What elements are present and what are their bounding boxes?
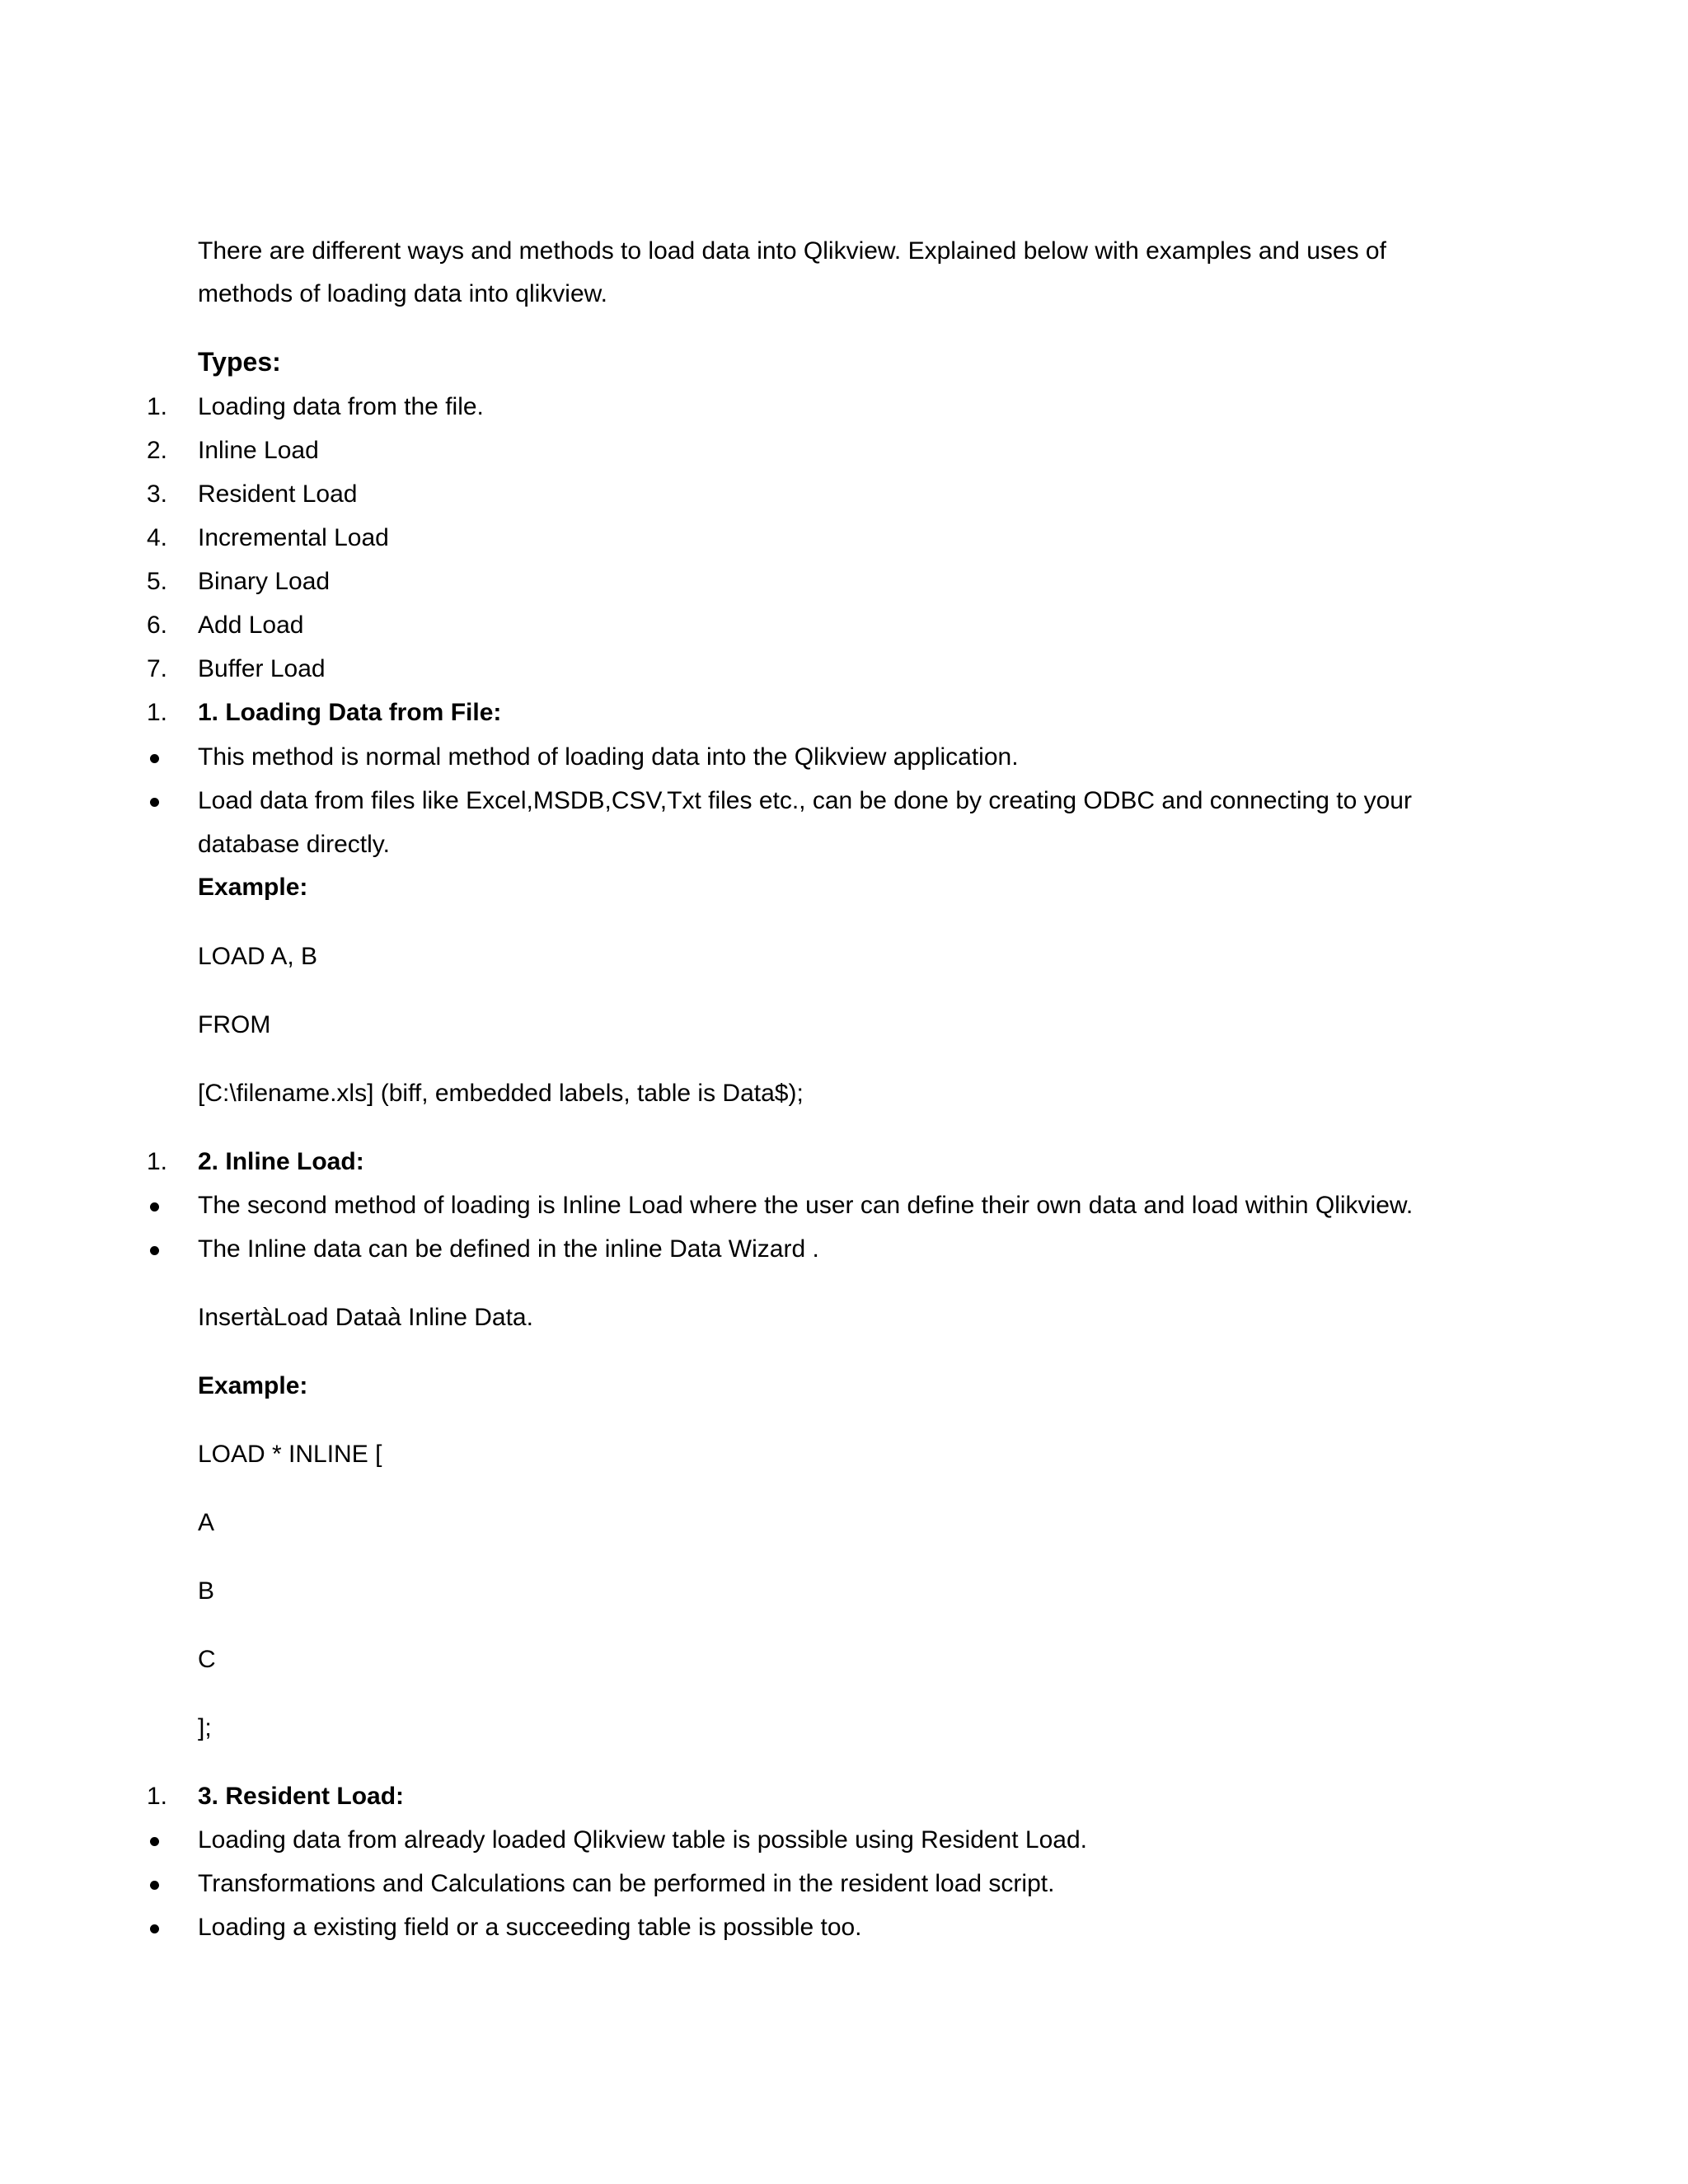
types-item-7: Buffer Load bbox=[198, 655, 326, 682]
types-item-6: Add Load bbox=[198, 612, 304, 639]
section1-code-line-2: FROM bbox=[198, 1011, 271, 1038]
types-item-2-number: 2. bbox=[147, 437, 168, 464]
types-item-3-number: 3. bbox=[147, 480, 168, 508]
section2-title: 2. Inline Load: bbox=[198, 1148, 364, 1175]
section1-bullet-2-continued: database directly. bbox=[198, 831, 390, 858]
bullet-icon bbox=[150, 1837, 159, 1846]
section1-code-line-1: LOAD A, B bbox=[198, 943, 318, 970]
bullet-icon bbox=[150, 798, 159, 807]
section2-code-line-5: ]; bbox=[198, 1714, 212, 1741]
section3-bullet-1: Loading data from already loaded Qlikview table is possible using Resident Load. bbox=[198, 1826, 1087, 1854]
types-item-3: Resident Load bbox=[198, 480, 358, 508]
section3-bullet-3: Loading a existing field or a succeeding table is possible too. bbox=[198, 1914, 862, 1941]
types-item-6-number: 6. bbox=[147, 612, 168, 639]
section2-code-line-3: B bbox=[198, 1577, 215, 1605]
bullet-icon bbox=[150, 1881, 159, 1890]
section1-title: 1. Loading Data from File: bbox=[198, 699, 502, 726]
types-item-2: Inline Load bbox=[198, 437, 319, 464]
bullet-icon bbox=[150, 754, 159, 763]
section2-code-line-1: LOAD * INLINE [ bbox=[198, 1441, 382, 1468]
section2-code-line-4: C bbox=[198, 1646, 216, 1673]
section2-example-label: Example: bbox=[198, 1372, 308, 1399]
section2-bullet-1: The second method of loading is Inline Load where the user can define their own data and load within Qlikview. bbox=[198, 1192, 1414, 1219]
section2-number: 1. bbox=[147, 1148, 168, 1175]
section3-title: 3. Resident Load: bbox=[198, 1783, 405, 1810]
section3-bullet-2: Transformations and Calculations can be performed in the resident load script. bbox=[198, 1870, 1055, 1897]
section1-number: 1. bbox=[147, 699, 168, 726]
section1-code-line-3: [C:\filename.xls] (biff, embedded labels, table is Data$); bbox=[198, 1080, 804, 1107]
section2-menu-path: InsertàLoad Dataà Inline Data. bbox=[198, 1304, 533, 1331]
section1-example-label: Example: bbox=[198, 874, 308, 901]
bullet-icon bbox=[150, 1246, 159, 1255]
section1-bullet-1: This method is normal method of loading data into the Qlikview application. bbox=[198, 743, 1019, 771]
bullet-icon bbox=[150, 1924, 159, 1933]
intro-line-1: There are different ways and methods to load data into Qlikview. Explained below with examples and uses of bbox=[198, 237, 1386, 265]
section2-bullet-2: The Inline data can be defined in the inline Data Wizard . bbox=[198, 1235, 819, 1263]
section2-code-line-2: A bbox=[198, 1509, 215, 1536]
types-item-4: Incremental Load bbox=[198, 524, 389, 551]
types-item-4-number: 4. bbox=[147, 524, 168, 551]
types-item-1-number: 1. bbox=[147, 393, 168, 420]
types-item-5-number: 5. bbox=[147, 568, 168, 595]
section1-bullet-2: Load data from files like Excel,MSDB,CSV,Txt files etc., can be done by creating ODBC and connecting to your bbox=[198, 787, 1412, 814]
section3-number: 1. bbox=[147, 1783, 168, 1810]
intro-line-2: methods of loading data into qlikview. bbox=[198, 280, 607, 307]
types-item-1: Loading data from the file. bbox=[198, 393, 484, 420]
types-item-7-number: 7. bbox=[147, 655, 168, 682]
types-heading: Types: bbox=[198, 347, 281, 377]
types-item-5: Binary Load bbox=[198, 568, 331, 595]
bullet-icon bbox=[150, 1202, 159, 1212]
